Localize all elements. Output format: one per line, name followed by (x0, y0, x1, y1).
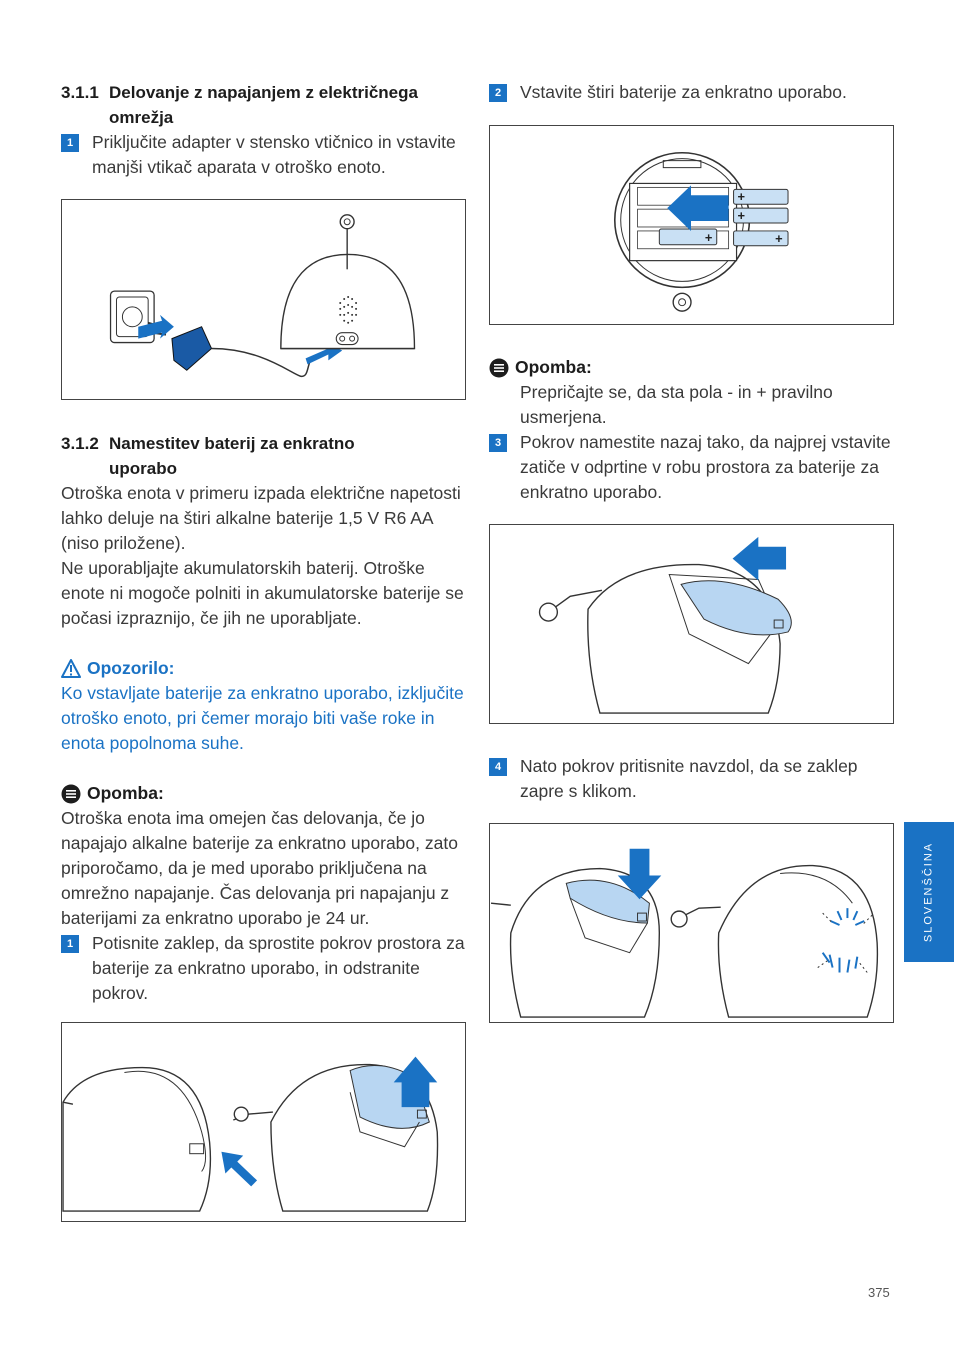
battery-illustration (490, 126, 893, 324)
step-1-power (61, 130, 469, 180)
section-heading-3-1-1 (61, 80, 469, 130)
note-title (61, 781, 469, 806)
note-icon (489, 358, 509, 378)
battery-plus-label-inside: + (704, 229, 713, 245)
right-column-top (489, 80, 897, 105)
heading-text-line2: uporabo (109, 459, 177, 478)
figure-remove-cover (61, 1022, 466, 1222)
heading-number: 3.1.1 (61, 83, 99, 102)
battery-plus-label-1: + (737, 189, 746, 205)
step-1-open-cover (61, 931, 469, 1006)
heading-number: 3.1.2 (61, 434, 99, 453)
left-column (61, 80, 469, 180)
left-column-middle (61, 431, 469, 1006)
language-side-tab-label: SLOVENŠČINA (922, 841, 935, 943)
figure-press-cover (489, 823, 894, 1023)
step-badge: 4 (489, 758, 507, 776)
note-title-right (489, 355, 897, 380)
step-badge: 2 (489, 84, 507, 102)
paragraph-batteries-intro: Otroška enota v primeru izpada električne napetosti lahko deluje na štiri alkalne baterije 1,5 V R6 AA (niso priložene). (61, 483, 461, 553)
note-title-text: Opomba: (515, 357, 592, 377)
figure-adapter-plug (61, 199, 466, 400)
press-cover-illustration (490, 824, 893, 1022)
step-4-press-cover (489, 754, 897, 804)
heading-text-line1: Delovanje z napajanjem z električnega (109, 83, 418, 102)
warning-title (61, 656, 469, 681)
adapter-illustration (62, 200, 465, 399)
step-text: Priključite adapter v stensko vtičnico in vstavite manjši vtikač aparata v otroško enoto. (92, 132, 456, 177)
section-heading-3-1-2 (61, 431, 469, 481)
warning-text: Ko vstavljate baterije za enkratno uporabo, izključite otroško enoto, pri čemer morajo biti vaše roke in enota popolnoma suhe. (61, 683, 464, 753)
figure-insert-batteries (489, 125, 894, 325)
step-badge: 1 (61, 134, 79, 152)
right-column-step4 (489, 754, 897, 804)
paragraph-no-rechargeable: Ne uporabljajte akumulatorskih baterij. Otroške enote ni mogoče polniti in akumulatorske baterije se počasi izpraznijo, če jih ne uporabljate. (61, 558, 464, 628)
step-text: Pokrov namestite nazaj tako, da najprej vstavite zatiče v odprtine v robu prostora za baterije za enkratno uporabo. (520, 432, 891, 502)
step-badge: 1 (61, 935, 79, 953)
page-number: 375 (868, 1285, 890, 1300)
note-icon (61, 784, 81, 804)
step-text: Nato pokrov pritisnite navzdol, da se zaklep zapre s klikom. (520, 756, 858, 801)
remove-cover-illustration (62, 1023, 465, 1221)
right-column-note (489, 355, 897, 505)
battery-plus-label-2: + (737, 208, 746, 224)
step-3-replace-cover (489, 430, 897, 505)
step-text: Vstavite štiri baterije za enkratno uporabo. (520, 82, 847, 102)
step-2-insert-batteries (489, 80, 897, 105)
warning-title-text: Opozorilo: (87, 658, 175, 678)
note-text-right: Prepričajte se, da sta pola - in + pravilno usmerjena. (520, 382, 833, 427)
battery-plus-label-3: + (775, 230, 783, 246)
figure-replace-cover (489, 524, 894, 724)
heading-text-line1: Namestitev baterij za enkratno (109, 434, 355, 453)
language-side-tab (904, 822, 954, 962)
note-title-text: Opomba: (87, 783, 164, 803)
step-badge: 3 (489, 434, 507, 452)
note-text: Otroška enota ima omejen čas delovanja, če jo napajajo alkalne baterije za enkratno uporabo, zato priporočamo, da je med uporabo priključena na omrežno napajanje. Čas delovanja pri napajanju z baterijami za enkratno uporabo je 24 ur. (61, 808, 458, 928)
warning-triangle-icon (61, 659, 81, 679)
replace-cover-illustration (490, 525, 893, 723)
step-text: Potisnite zaklep, da sprostite pokrov prostora za baterije za enkratno uporabo, in odstranite pokrov. (92, 933, 465, 1003)
heading-text-line2: omrežja (109, 108, 174, 127)
